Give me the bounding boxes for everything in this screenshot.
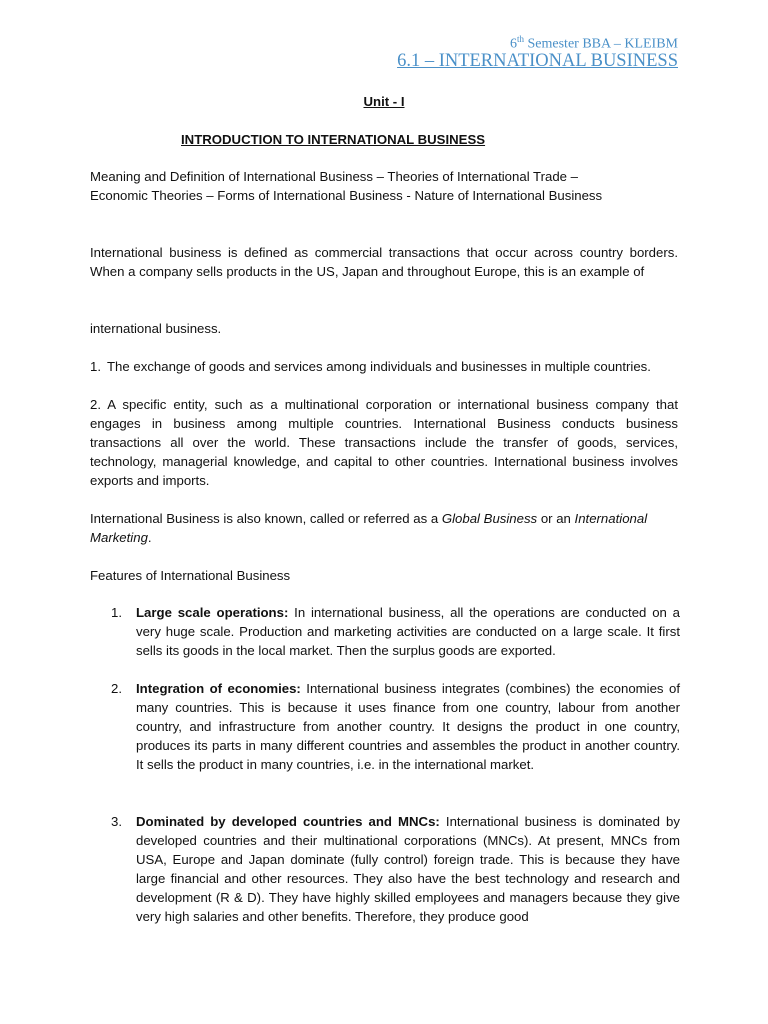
feature-text: Large scale operations: In international business, all the operations are conducted on a very huge scale. Production and marketing activities are conducted on a large scale. It first sells its goods in the local market. Then the surplus goods are exported. (136, 605, 681, 658)
meaning-item-1 (90, 357, 678, 376)
term-international-marketing: International Marketing (90, 511, 648, 545)
feature-number: 1. (111, 605, 122, 620)
semester-header: 6th Semester BBA – KLEIBM (509, 34, 678, 52)
definition-tail: international business. (90, 321, 222, 336)
feature-title: Dominated by developed countries and MNCs: (136, 814, 440, 829)
topics-line-1: Meaning and Definition of International Business – Theories of International Trade – (90, 169, 579, 184)
meaning-number: 1. (90, 359, 101, 374)
definition-paragraph: International business is defined as commercial transactions that occur across country borders. When a company sells products in the US, Japan and throughout Europe, this is an example of (90, 245, 678, 279)
feature-number: 2. (111, 681, 122, 696)
feature-title: Large scale operations: (136, 605, 289, 620)
feature-item-1 (98, 603, 680, 660)
course-title: 6.1 – INTERNATIONAL BUSINESS (397, 51, 678, 71)
unit-title: Unit - I (363, 94, 405, 109)
feature-text: Dominated by developed countries and MNCs: International business is dominated by developed countries and their multinational corporations (MNCs). At present, MNCs from USA, Europe and Japan dominate (fully control) foreign trade. This is because they have large financial and other resources. They also have the best technology and research and development (R & D). They have highly skilled employees and managers because they give very high salaries and other benefits. Therefore, they produce good (136, 814, 680, 924)
feature-item-3 (98, 812, 680, 926)
chapter-title: INTRODUCTION TO INTERNATIONAL BUSINESS (181, 132, 486, 147)
term-global-business: Global Business (441, 511, 538, 526)
meaning-text: The exchange of goods and services among individuals and businesses in multiple countries. (107, 359, 651, 374)
meaning-number: 2. (90, 397, 101, 412)
aka-paragraph: International Business is also known, called or referred as a Global Business or an International Marketing. (90, 511, 648, 545)
feature-number: 3. (111, 814, 122, 829)
meaning-text: A specific entity, such as a multinational corporation or international business company that engages in business among multiple countries. International Business conducts business transactions all over the world. These transactions include the transfer of goods, services, technology, managerial knowledge, and capital to other countries. International business involves exports and imports. (90, 397, 678, 488)
feature-text: Integration of economies: International business integrates (combines) the economies of many countries. This is because it uses finance from one country, labour from another country, and infrastructure from another country. It designs the product in one country, produces its parts in many different countries and assembles the product in another country. It sells the product in many countries, i.e. in the international market. (136, 681, 680, 772)
feature-item-2 (98, 679, 680, 774)
features-heading: Features of International Business (90, 568, 291, 583)
feature-title: Integration of economies: (136, 681, 301, 696)
meaning-item-2 (90, 395, 678, 490)
topics-line-2: Economic Theories – Forms of International Business - Nature of International Business (90, 188, 603, 203)
